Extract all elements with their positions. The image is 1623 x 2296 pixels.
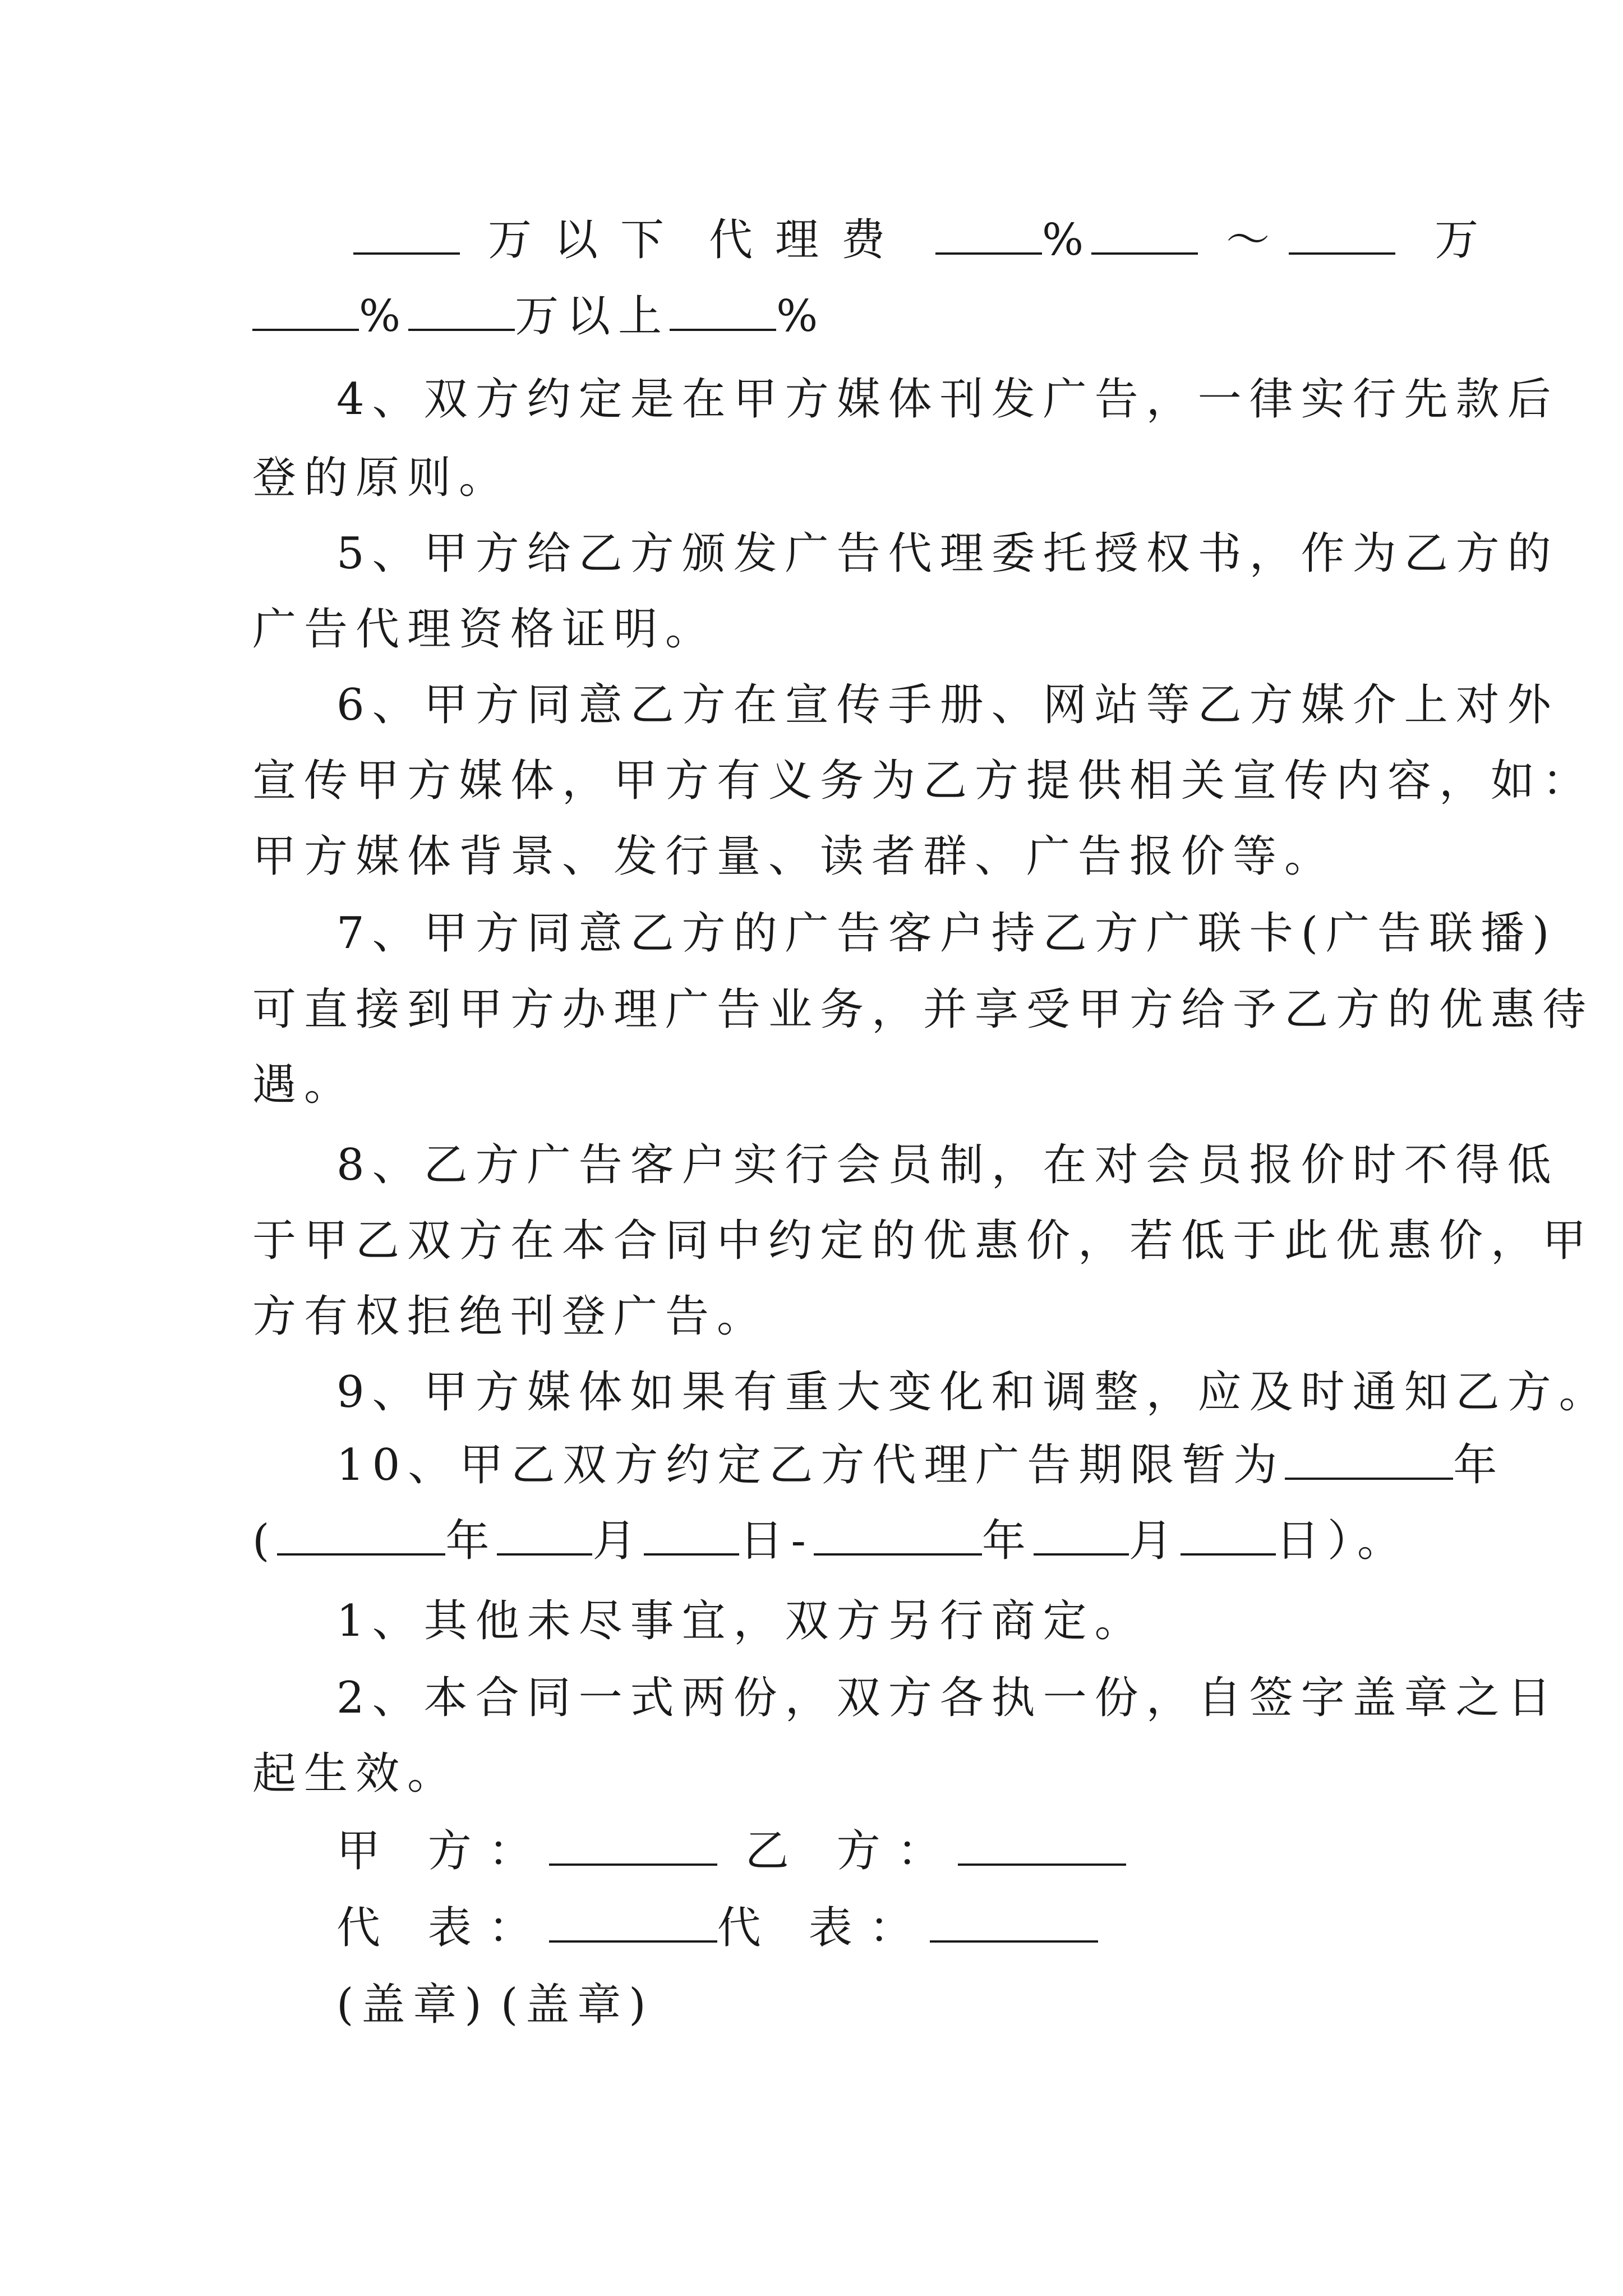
blank-field [252,289,359,331]
item8-line3: 方有权拒绝刊登广告。 [252,1291,769,1342]
other-item2-line2: 起生效。 [252,1749,459,1799]
year-unit: 年 [445,1516,497,1566]
item8-line2: 于甲乙双方在本合同中约定的优惠价，若低于此优惠价，甲 [252,1216,1594,1266]
percent-sign: % [1042,215,1092,265]
blank-field [408,289,515,331]
blank-field [1285,1438,1453,1480]
fee-below-label: 万以下 [488,215,687,265]
item10-line1 [252,1436,1505,1494]
item7-line1: 7、甲方同意乙方的广告客户持乙方广联卡(广告联播) [336,908,1557,959]
item4-line1: 4、双方约定是在甲方媒体刊发广告，一律实行先款后 [336,374,1559,425]
party-b-label: 乙 方： [745,1826,958,1876]
other-item2-line1: 2、本合同一式两份，双方各执一份，自签字盖章之日 [336,1673,1559,1723]
wan-unit: 万 [1435,215,1487,265]
percent-sign: % [776,291,826,342]
rep-a-label: 代 表： [336,1903,549,1953]
year-unit: 年 [981,1516,1034,1566]
party-a-blank [549,1824,717,1866]
blank-field [1091,213,1198,255]
item7-line2: 可直接到甲方办理广告业务，并享受甲方给予乙方的优惠待 [252,984,1594,1035]
fee-row-2 [252,287,1391,346]
item10-text: 10、甲乙双方约定乙方代理广告期限暂为 [336,1440,1285,1490]
rep-b-label: 代 表： [717,1903,930,1953]
item5-line1: 5、甲方给乙方颁发广告代理委托授权书，作为乙方的 [336,528,1559,579]
fee-label: 代理费 [709,215,908,265]
percent-sign: % [359,291,409,342]
item4-line2: 登的原则。 [252,453,511,503]
tilde-sign: ～ [1226,215,1278,265]
item9-line1: 9、甲方媒体如果有重大变化和调整，应及时通知乙方。 [336,1367,1611,1418]
blank-field [1289,213,1395,255]
party-a-label: 甲 方： [336,1826,549,1876]
party-b-blank [958,1824,1126,1866]
party-row [252,1822,1475,1880]
item7-line3: 遇。 [252,1060,356,1110]
item6-line2: 宣传甲方媒体，甲方有义务为乙方提供相关宣传内容，如： [252,756,1594,806]
blank-field [353,213,460,255]
day-close: 日）。 [1275,1516,1409,1566]
blank-field [670,289,776,331]
blank-field [497,1514,592,1556]
representative-row [252,1899,1475,1957]
open-paren: ( [252,1516,278,1566]
item10-line2 [252,1512,1409,1570]
rep-b-blank [930,1901,1098,1943]
blank-field [935,213,1042,255]
item5-line2: 广告代理资格证明。 [252,604,717,655]
year-unit: 年 [1453,1440,1505,1490]
blank-field [644,1514,739,1556]
rep-a-blank [549,1901,717,1943]
blank-field [814,1514,982,1556]
month-unit: 月 [592,1516,644,1566]
seal-row [252,1976,1475,2034]
month-unit: 月 [1128,1516,1181,1566]
fee-above-label: 万以上 [515,291,670,342]
other-item1: 1、其他未尽事宜，双方另行商定。 [336,1596,1146,1646]
seal-b: (盖章) [500,1980,654,2030]
item6-line1: 6、甲方同意乙方在宣传手册、网站等乙方媒介上对外 [336,680,1559,730]
fee-row-1 [252,211,1487,269]
day-dash: 日- [739,1516,814,1566]
blank-field [1181,1514,1276,1556]
seal-a: (盖章) [336,1980,490,2030]
blank-field [277,1514,445,1556]
item6-line3: 甲方媒体背景、发行量、读者群、广告报价等。 [252,831,1336,882]
item8-line1: 8、乙方广告客户实行会员制，在对会员报价时不得低 [336,1140,1559,1190]
blank-field [1034,1514,1129,1556]
